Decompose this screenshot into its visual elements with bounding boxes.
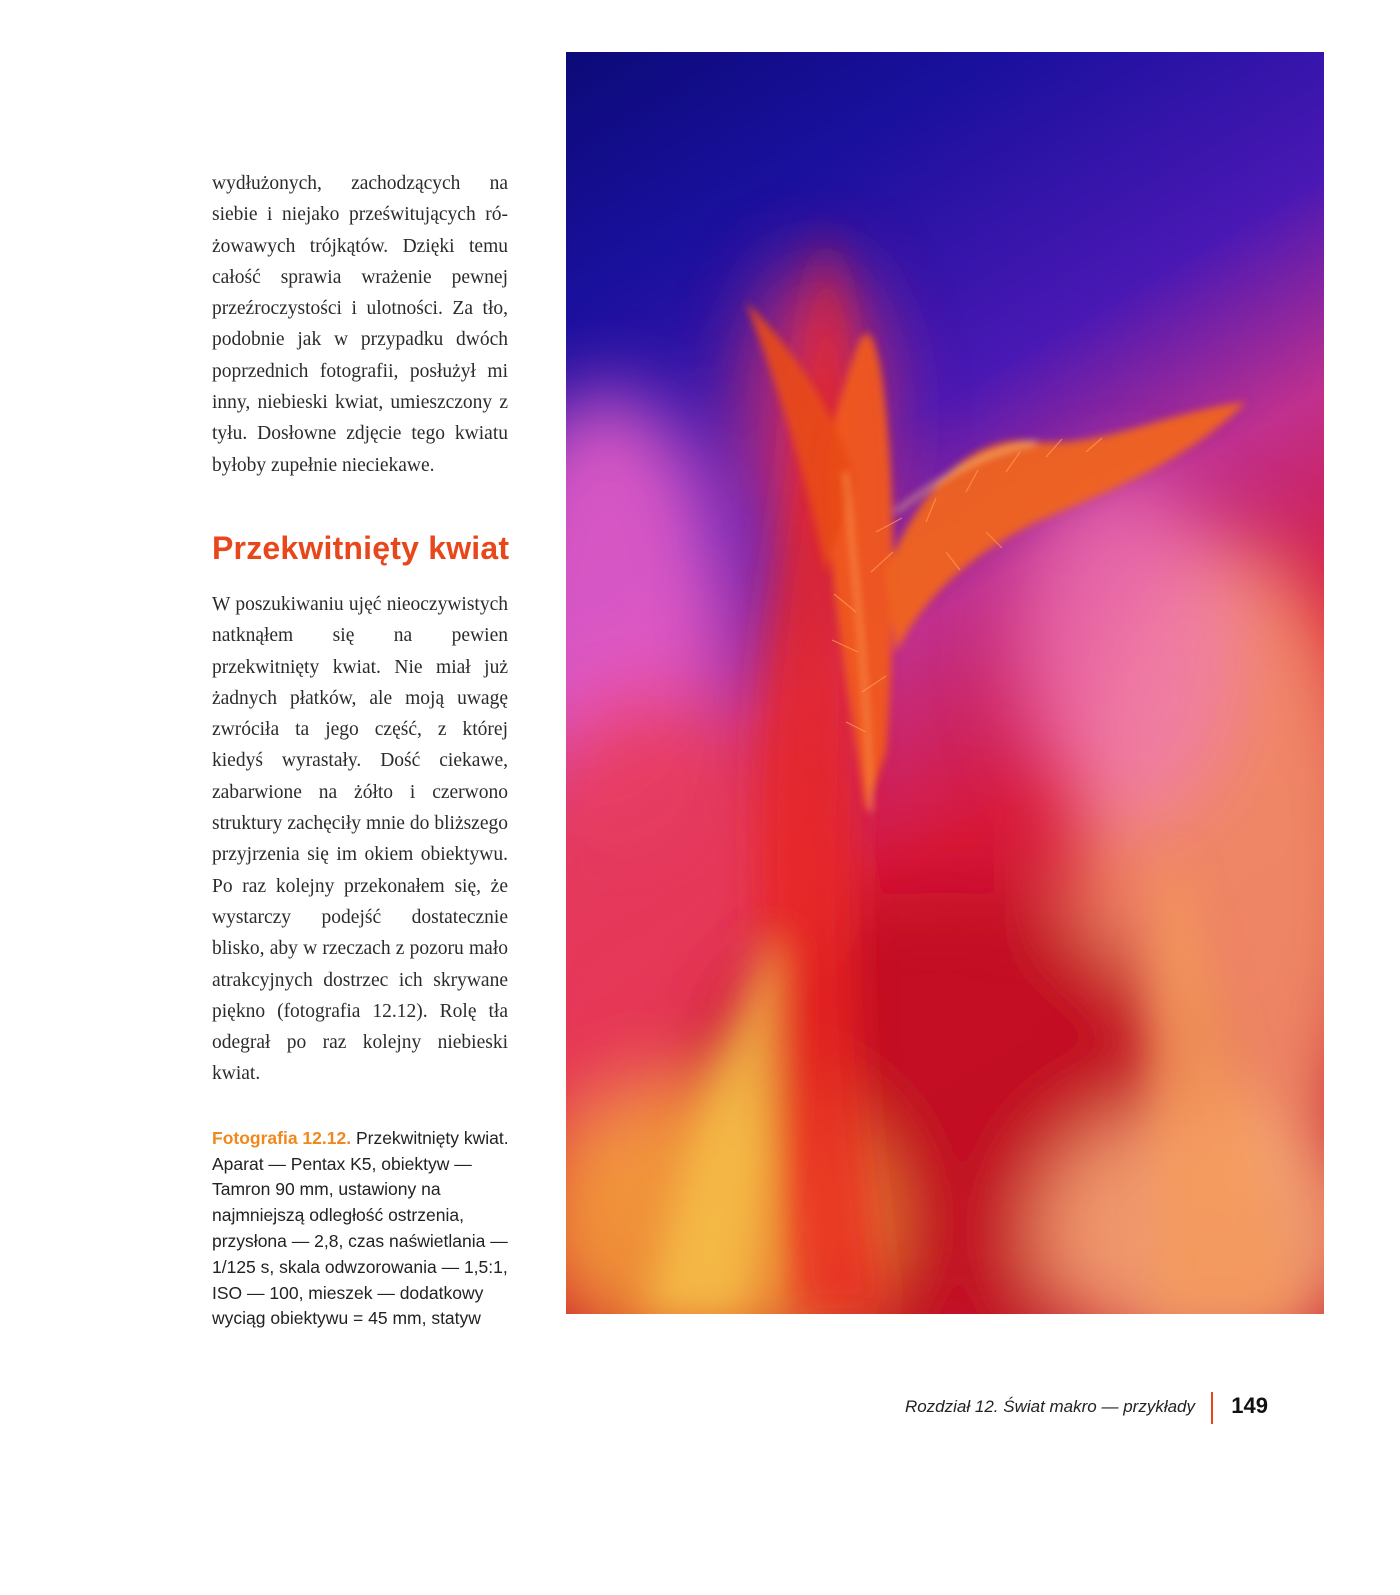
caption-label: Fotografia 12.12.: [212, 1127, 352, 1148]
page-number: 149: [1231, 1393, 1268, 1418]
section-paragraph: W poszukiwaniu ujęć nieoczywistych natknąłem się na pewien przekwitnięty kwiat. Nie miał już żadnych płatków, ale moją uwagę zwróciła ta jego część, z której kiedyś wyrastały. Dość ciekawe, zabarwione na żółto i czerwono struktury zachęciły mnie do bliższego przyjrzenia się im okiem obiektywu. Po raz kolejny przekonałem się, że wystarczy podejść dostatecznie blisko, aby w rzeczach z pozoru mało atrakcyjnych dostrzec ich skrywane piękno (fotografia 12.12). Rolę tła odegrał po raz kolejny niebieski kwiat.: [212, 593, 508, 1085]
intro-paragraph: wydłużonych, zachodzących na siebie i niejako prześwitujących różowawych trójkątów. Dzięki temu całość sprawia wrażenie pewnej przeźroczystości i ulotności. Za tło, podobnie jak w przypadku dwóch poprzednich fotografii, posłużył mi inny, niebieski kwiat, umieszczony z tyłu. Dosłowne zdjęcie tego kwiatu byłoby zupełnie nieciekawe.: [212, 173, 508, 476]
text-column: [212, 168, 508, 1332]
macro-flower-photo: [566, 52, 1324, 1314]
photo-caption: [212, 1126, 530, 1332]
footer-divider: [1211, 1392, 1213, 1424]
section-heading: Przekwitnięty kwiat: [212, 529, 510, 566]
footer-chapter-title: Rozdział 12. Świat makro — przykłady: [904, 1397, 1195, 1416]
caption-text: Przekwitnięty kwiat. Aparat — Pentax K5, obiektyw — Tamron 90 mm, ustawiony na najmniejszą odległość ostrzenia, przysłona — 2,8, czas naświetlania — 1/125 s, skala odwzorowania — 1,5:1, ISO — 100, mieszek — dodatkowy wyciąg obiektywu = 45 mm, statyw: [212, 1127, 509, 1329]
page-footer: [860, 1390, 1280, 1426]
